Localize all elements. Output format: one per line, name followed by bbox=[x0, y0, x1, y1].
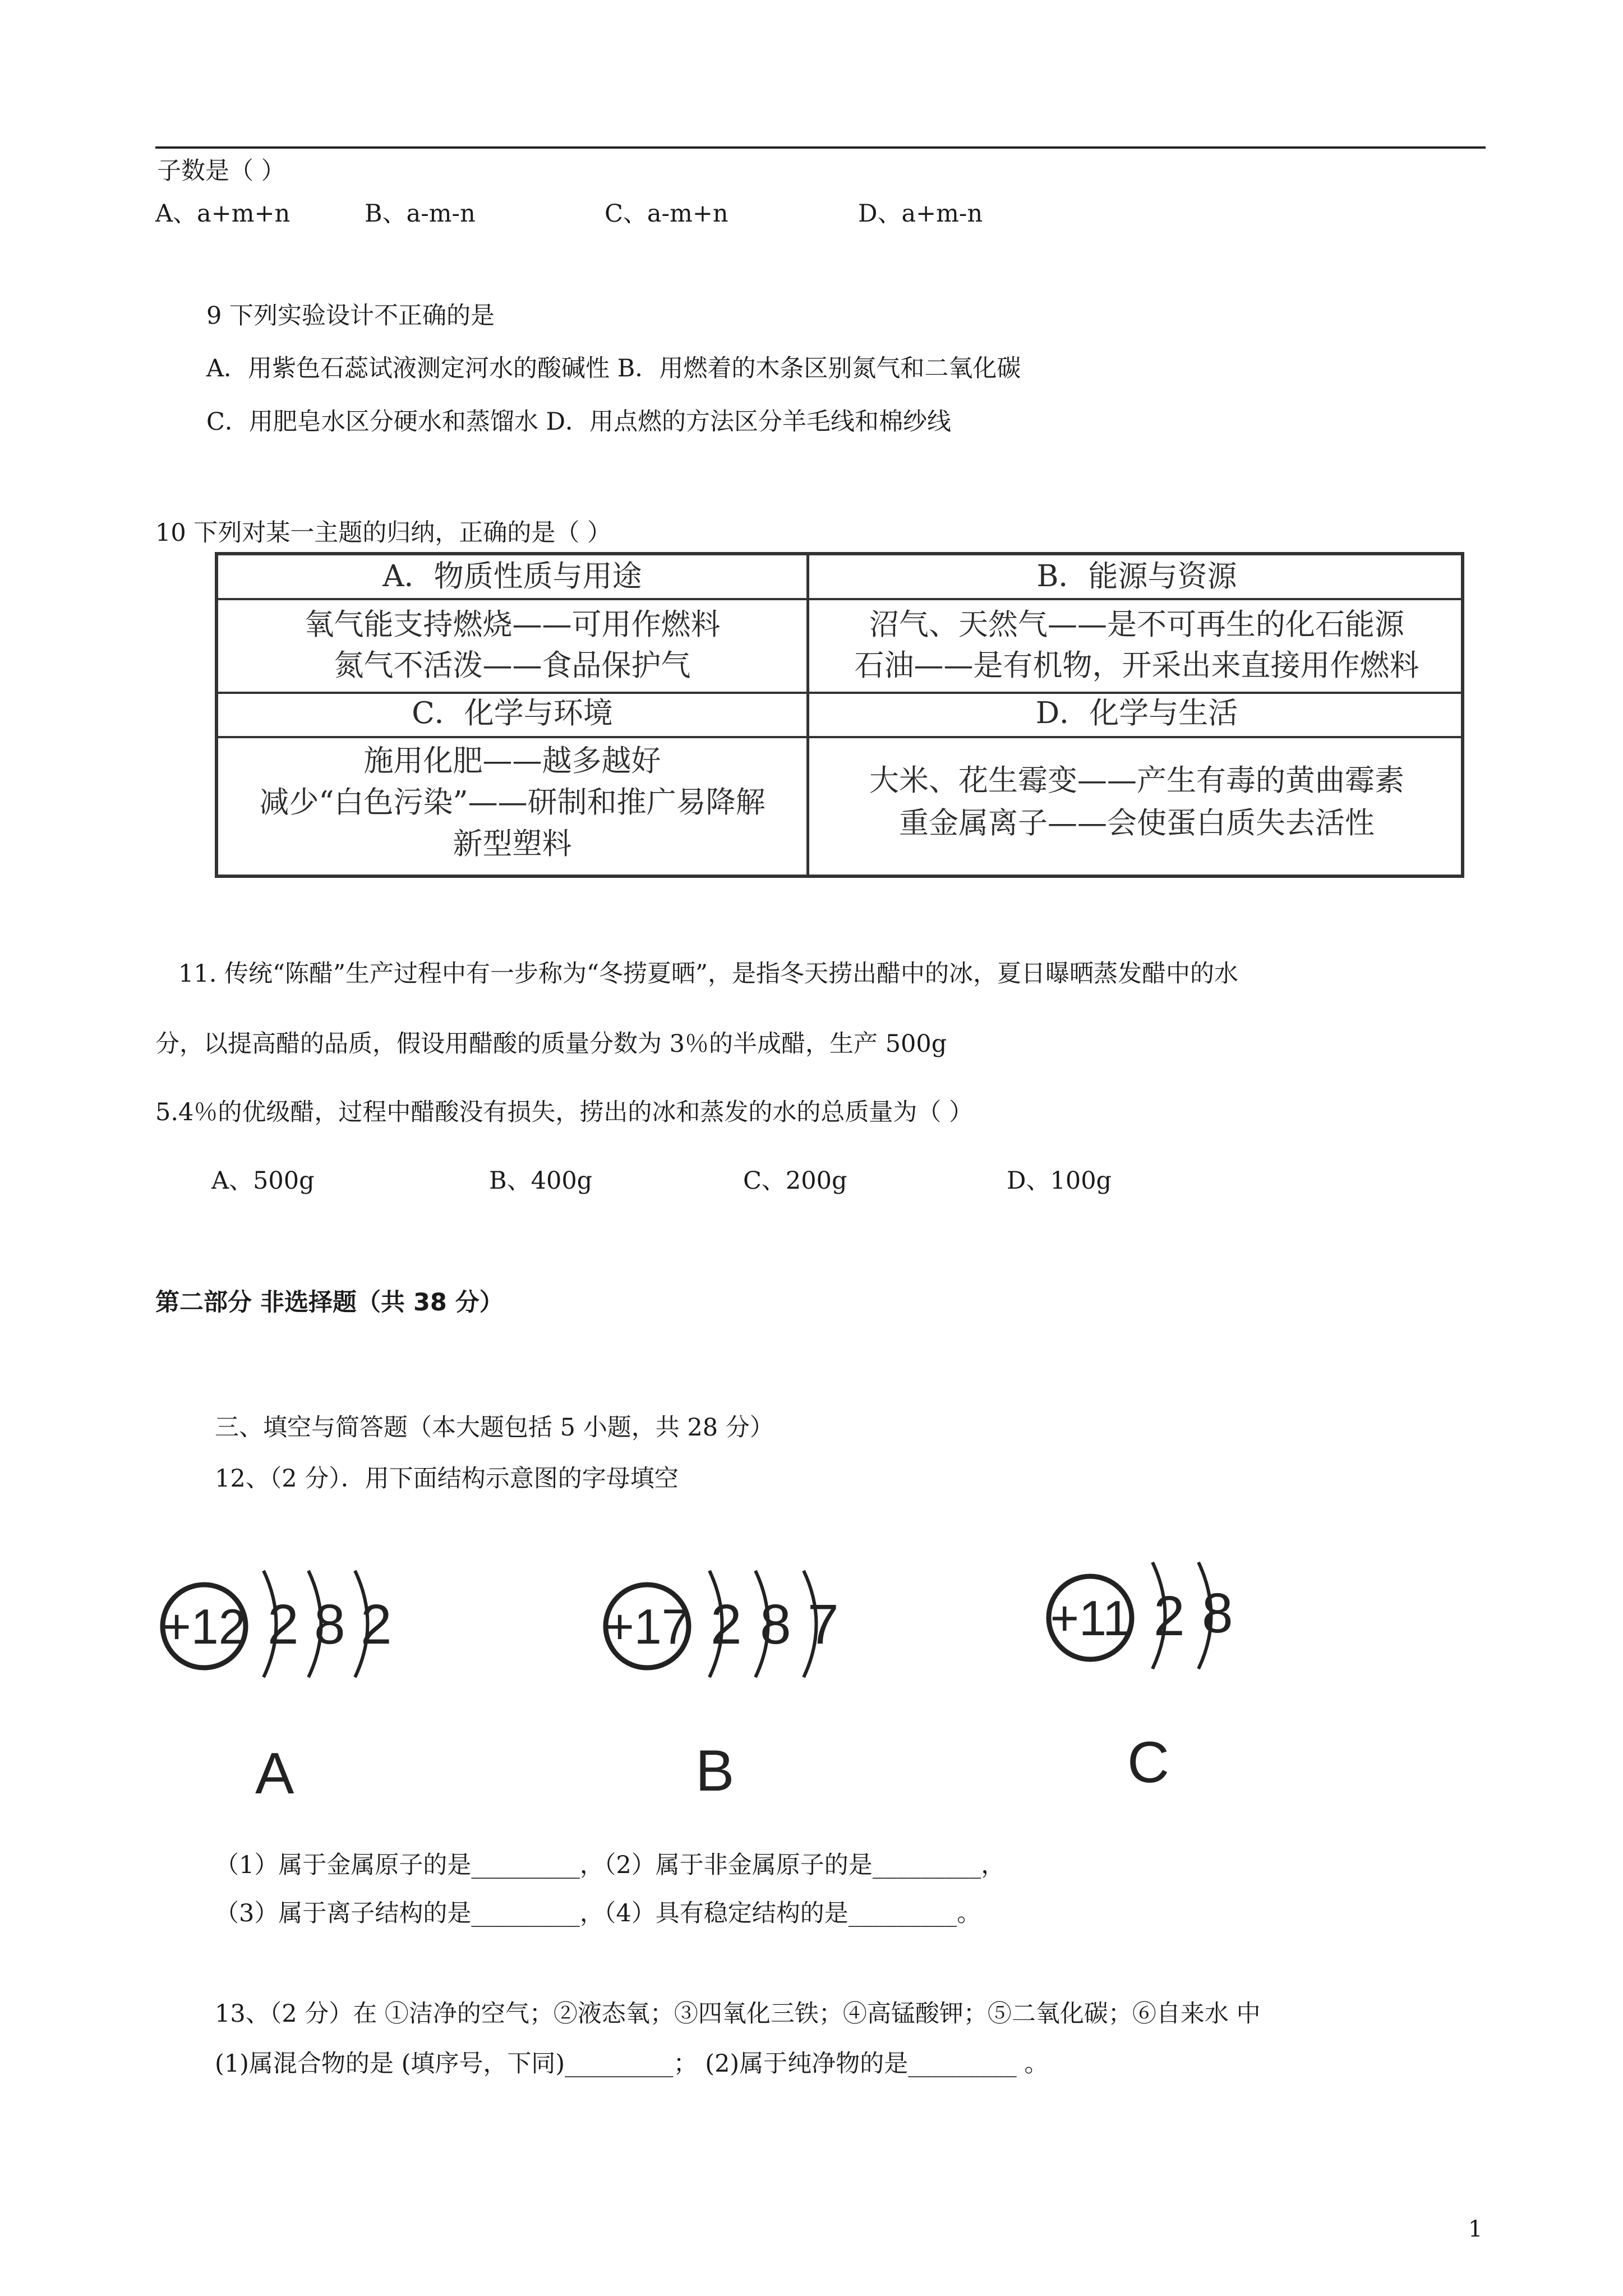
atom-a-shell-3: 2 bbox=[361, 1593, 392, 1656]
table-cell-c-line-3: 新型塑料 bbox=[453, 827, 572, 861]
table-cell-a-line-2: 氮气不活泼——食品保护气 bbox=[334, 648, 691, 683]
q8-option-b: B、a-m-n bbox=[365, 200, 476, 228]
q13-line-1: 13、（2 分）在 ①洁净的空气；②液态氧；③四氧化三铁；④高锰酸钾；⑤二氧化碳；⑥自来水 中 bbox=[215, 2000, 1261, 2028]
atom-a-nucleus: +12 bbox=[162, 1599, 246, 1654]
atom-c-shell-2: 8 bbox=[1202, 1582, 1233, 1645]
atom-c-nucleus: +11 bbox=[1050, 1590, 1131, 1646]
table-divider-3 bbox=[218, 736, 1461, 738]
section3-title: 三、填空与简答题（本大题包括 5 小题，共 28 分） bbox=[215, 1414, 774, 1442]
q12-stem: 12、（2 分）．用下面结构示意图的字母填空 bbox=[215, 1465, 679, 1493]
table-cell-d-header: D．化学与生活 bbox=[1035, 696, 1238, 730]
page-number: 1 bbox=[1468, 2216, 1483, 2242]
table-cell-a-header: A．物质性质与用途 bbox=[382, 559, 642, 593]
q10-table bbox=[215, 552, 1464, 878]
q9-stem: 9 下列实验设计不正确的是 bbox=[206, 302, 495, 330]
table-cell-c-header: C．化学与环境 bbox=[412, 696, 613, 730]
header-rule bbox=[155, 146, 1486, 149]
table-cell-d-line-2: 重金属离子——会使蛋白质失去活性 bbox=[899, 806, 1375, 840]
table-cell-b-line-2: 石油——是有机物，开采出来直接用作燃料 bbox=[854, 648, 1419, 683]
q8-continuation: 子数是（ ） bbox=[157, 157, 285, 185]
atom-a-shell-2: 8 bbox=[314, 1593, 345, 1656]
atom-b-shell-1: 2 bbox=[711, 1593, 742, 1656]
atom-b-shell-2: 8 bbox=[760, 1593, 791, 1656]
atom-c-shell-1: 2 bbox=[1154, 1585, 1185, 1648]
table-cell-c-line-1: 施用化肥——越多越好 bbox=[363, 744, 661, 778]
q11-option-c: C、200g bbox=[743, 1167, 847, 1195]
atom-c-label: C bbox=[1127, 1730, 1170, 1795]
table-cell-c-line-2: 减少“白色污染”——研制和推广易降解 bbox=[259, 785, 766, 820]
q11-line-2: 分，以提高醋的品质，假设用醋酸的质量分数为 3％的半成醋，生产 500g bbox=[155, 1030, 947, 1058]
q8-option-a: A、a+m+n bbox=[155, 200, 291, 228]
table-cell-d-line-1: 大米、花生霉变——产生有毒的黄曲霉素 bbox=[869, 763, 1404, 798]
q9-line-1: A．用紫色石蕊试液测定河水的酸碱性 B．用燃着的木条区别氮气和二氧化碳 bbox=[206, 355, 1021, 383]
q11-option-b: B、400g bbox=[489, 1167, 593, 1195]
part2-title: 第二部分 非选择题（共 38 分） bbox=[155, 1289, 504, 1317]
atom-b-label: B bbox=[695, 1738, 735, 1803]
atom-b-shell-3: 7 bbox=[808, 1593, 839, 1656]
q8-option-d: D、a+m-n bbox=[858, 200, 983, 228]
q12-line-1: （1）属于金属原子的是_________，（2）属于非金属原子的是_________， bbox=[215, 1851, 1006, 1879]
atom-a-shell-1: 2 bbox=[268, 1593, 299, 1656]
q11-option-a: A、500g bbox=[211, 1167, 315, 1195]
q8-option-c: C、a-m+n bbox=[605, 200, 728, 228]
q12-line-2: （3）属于离子结构的是_________，（4）具有稳定结构的是_________。 bbox=[215, 1899, 981, 1927]
q10-stem: 10 下列对某一主题的归纳，正确的是（ ） bbox=[155, 519, 612, 547]
table-cell-b-line-1: 沼气、天然气——是不可再生的化石能源 bbox=[869, 608, 1404, 642]
table-divider-1 bbox=[218, 598, 1461, 600]
table-cell-a-line-1: 氧气能支持燃烧——可用作燃料 bbox=[304, 608, 721, 642]
q11-option-d: D、100g bbox=[1007, 1167, 1112, 1195]
q13-line-2: (1)属混合物的是 (填序号，下同)_________； (2)属于纯净物的是_________ 。 bbox=[215, 2050, 1049, 2078]
q9-line-2: C．用肥皂水区分硬水和蒸馏水 D．用点燃的方法区分羊毛线和棉纱线 bbox=[206, 408, 952, 436]
q11-line-3: 5.4％的优级醋，过程中醋酸没有损失，捞出的冰和蒸发的水的总质量为（ ） bbox=[155, 1098, 974, 1126]
q11-line-1: 11. 传统“陈醋”生产过程中有一步称为“冬捞夏晒”，是指冬天捞出醋中的冰，夏日曝晒蒸发醋中的水 bbox=[178, 960, 1238, 988]
atom-b-nucleus: +17 bbox=[605, 1599, 689, 1654]
table-cell-b-header: B．能源与资源 bbox=[1036, 559, 1237, 593]
atom-a-label: A bbox=[255, 1741, 294, 1806]
table-divider-2 bbox=[218, 692, 1461, 694]
